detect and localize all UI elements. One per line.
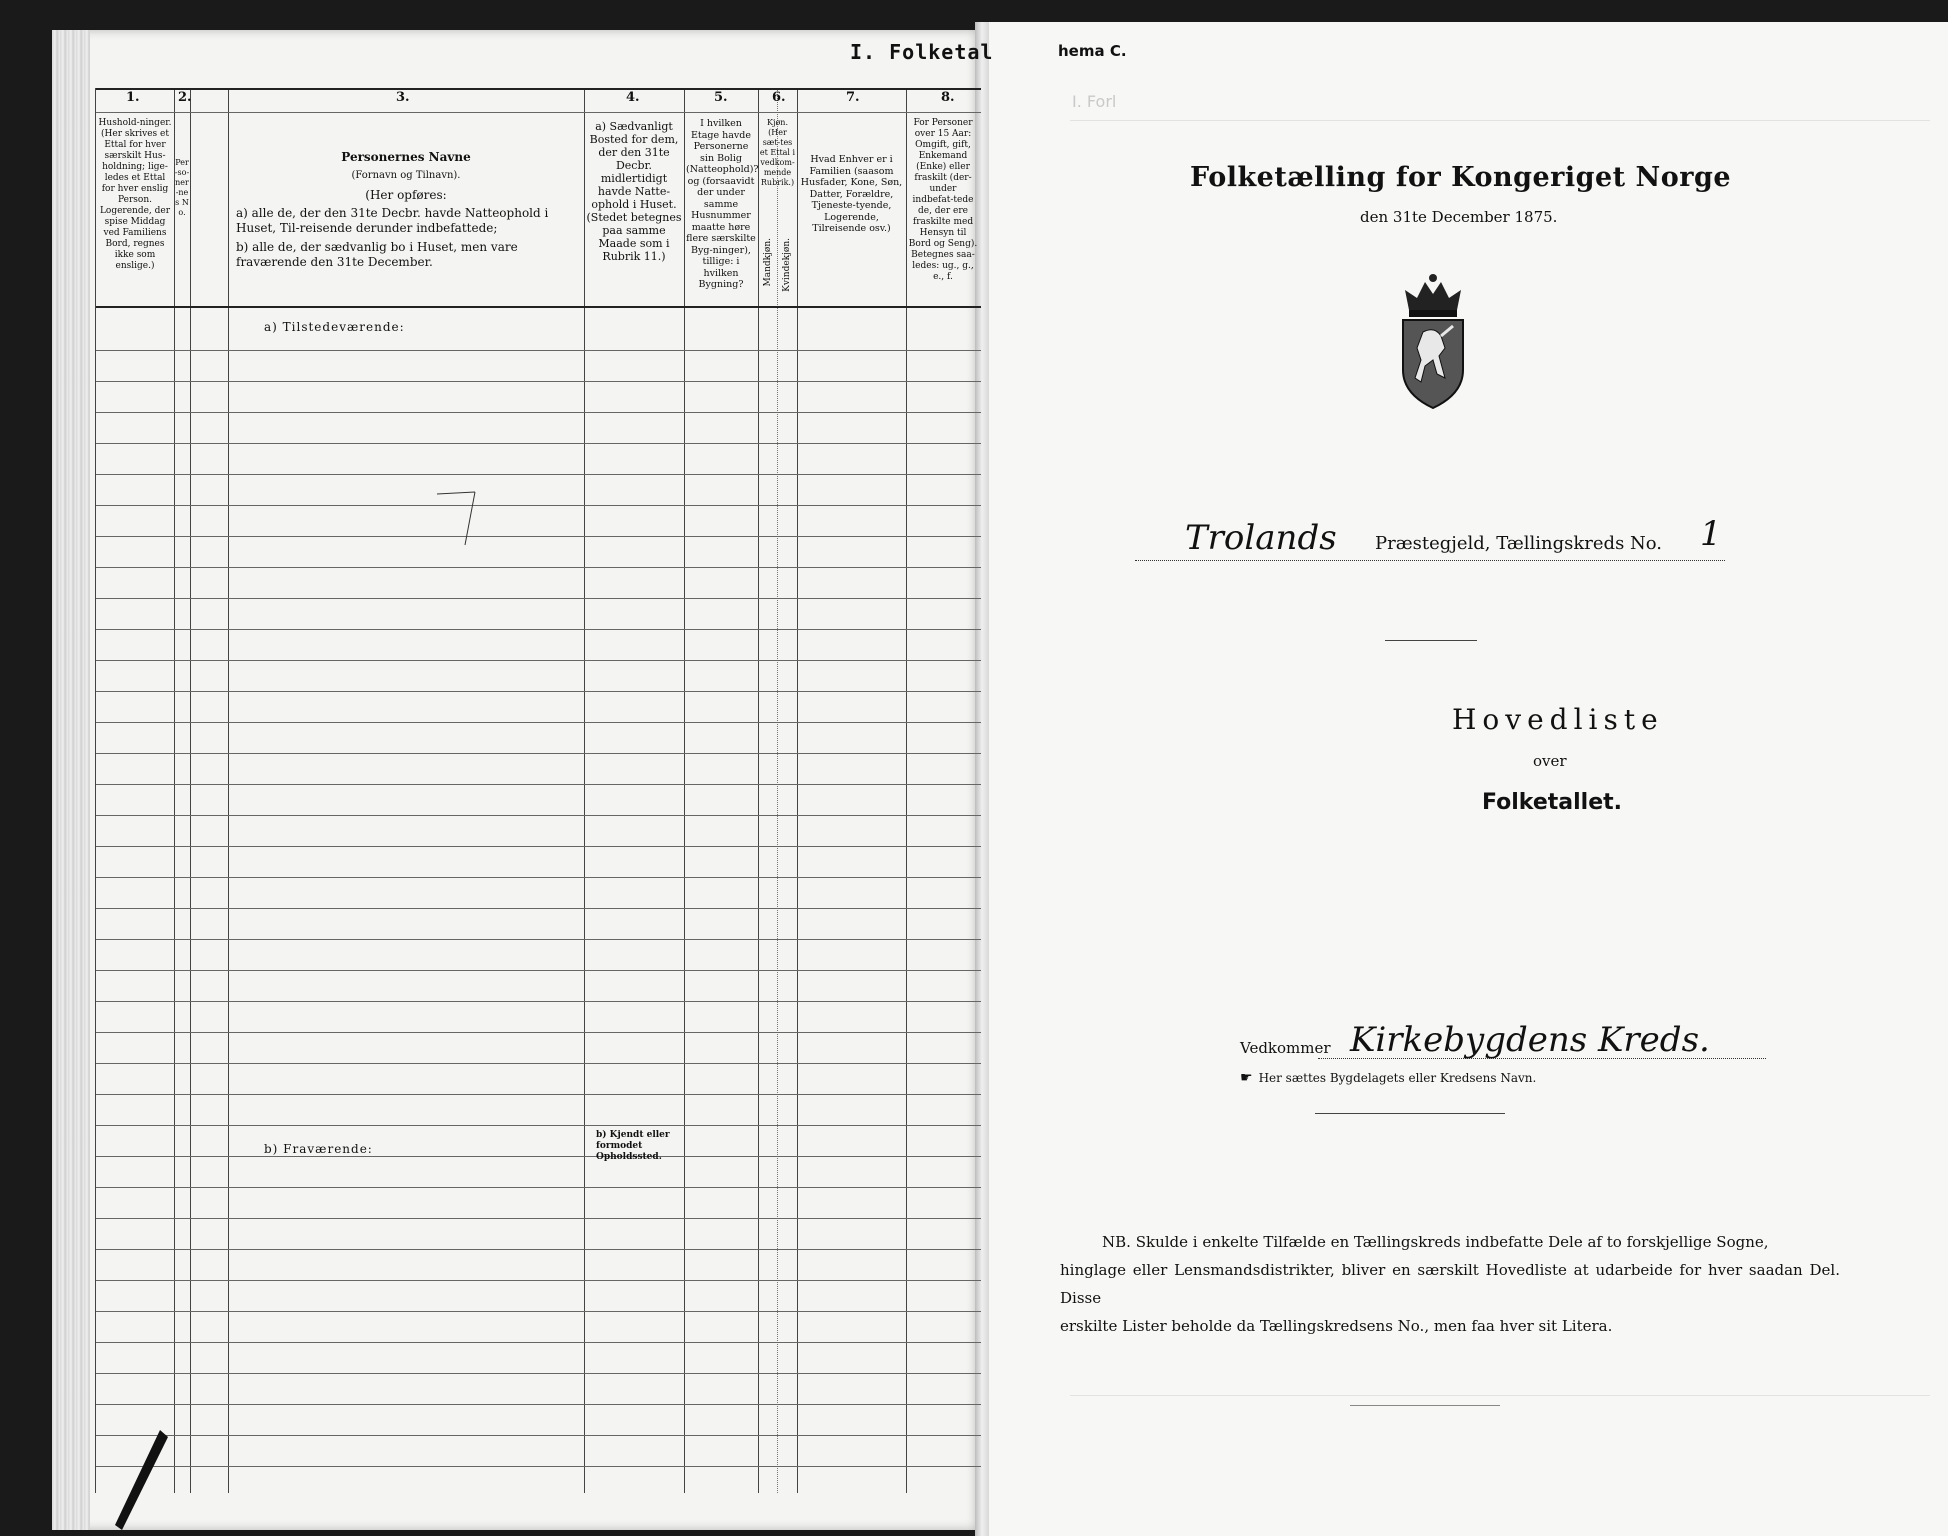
nb-line-2: hinglage eller Lensmandsdistrikter, bliver en særskilt Hovedliste at udarbeide for hver saadan Del. Disse — [1060, 1261, 1840, 1307]
column-number: 5. — [714, 90, 728, 105]
table-row-rule — [96, 753, 981, 754]
pen-icon — [110, 1425, 170, 1535]
table-row-rule — [96, 1094, 981, 1095]
column-header-floor: I hvilken Etage havde Personerne sin Bolig (Natteophold)? og (forsaavidt der under samme Husnummer maatte høre flere særskilte Byg-ninger), tillige: i hvilken Bygning? — [686, 118, 759, 290]
table-row-rule — [96, 1466, 981, 1467]
table-row-rule — [96, 1218, 981, 1219]
pointing-hand-icon: ☛ — [1240, 1070, 1253, 1086]
table-row-rule — [96, 629, 981, 630]
nb-note — [1060, 1228, 1840, 1340]
table-row-rule — [96, 1032, 981, 1033]
section-absent: b) Fraværende: — [264, 1142, 373, 1156]
table-row-rule — [96, 443, 981, 444]
table-row-rule — [96, 970, 981, 971]
census-date: den 31te December 1875. — [1360, 208, 1558, 226]
column-number: 3. — [396, 90, 410, 105]
column-header-person-no: Per-so-ner-nes No. — [174, 158, 190, 217]
column-header-sex: Kjøn. (Her sæt-tes et Ettal i vedkom-mende Rubrik.) — [759, 118, 796, 187]
column-divider — [174, 88, 175, 1493]
bleed-through-text: I. Forl — [1072, 92, 1117, 111]
bleed-through-line — [1070, 120, 1930, 121]
parish-name-handwritten: Trolands — [1185, 518, 1337, 558]
table-row-rule — [96, 1156, 981, 1157]
page-edge-stack — [52, 30, 90, 1530]
list-title-over: over — [1533, 752, 1567, 770]
column-header-names-intro: (Her opføres: — [365, 188, 447, 202]
divider-rule — [1385, 640, 1477, 641]
column-header-family-role: Hvad Enhver er i Familien (saasom Husfader, Kone, Søn, Datter, Forældre, Tjeneste-tyende, Logerende, Tilreisende osv.) — [800, 154, 903, 234]
table-row-rule — [96, 1063, 981, 1064]
column-divider — [584, 88, 585, 1493]
column-subheader-male: Mandkjøn. — [763, 238, 773, 287]
concerning-label: Vedkommer — [1240, 1039, 1331, 1057]
nb-line-3: erskilte Lister beholde da Tællingskredsens No., men faa hver sit Litera. — [1060, 1317, 1613, 1335]
column-divider — [684, 88, 685, 1493]
table-row-rule — [96, 412, 981, 413]
list-subject: Folketallet. — [1482, 790, 1622, 815]
nb-line-1 — [1060, 1228, 1840, 1256]
section-absent-note: b) Kjendt eller formodet Opholdssted. — [596, 1130, 670, 1162]
column-header-names-title: Personernes Navne — [341, 150, 471, 164]
column-divider — [228, 88, 229, 1493]
column-header-households: Hushold-ninger. (Her skrives et Ettal for hver særskilt Hus-holdning; lige-ledes et Ettal for hver enslig Person. Logerende, der spise Middag ved Familiens Bord, regnes ikke som enslige.) — [98, 118, 172, 271]
column-header-names-a: a) alle de, der den 31te Decbr. havde Natteophold i Huset, Til-reisende derunder indbefattede; — [236, 206, 549, 235]
table-row-rule — [96, 350, 981, 351]
column-divider — [906, 88, 907, 1493]
table-row-rule — [96, 1373, 981, 1374]
left-page-title-fragment: I. Folketal — [850, 40, 994, 64]
table-row-rule — [96, 1342, 981, 1343]
table-row-rule — [96, 1280, 981, 1281]
table-row-rule — [96, 784, 981, 785]
column-number: 8. — [941, 90, 955, 105]
document-title: Folketælling for Kongeriget Norge — [1190, 162, 1732, 193]
column-number: 7. — [846, 90, 860, 105]
section-present: a) Tilstedeværende: — [264, 320, 405, 334]
schema-label: hema C. — [1058, 42, 1127, 60]
table-row-rule — [96, 567, 981, 568]
column-divider — [777, 88, 778, 1493]
column-header-names-b: b) alle de, der sædvanlig bo i Huset, men vare fraværende den 31te December. — [236, 240, 518, 269]
table-row-rule — [96, 598, 981, 599]
coat-of-arms-icon — [1395, 270, 1471, 410]
column-header-usual-residence: a) Sædvanligt Bosted for dem, der den 31te Decbr. midlertidigt havde Natte-ophold i Huset. (Stedet betegnes paa samme Maade som i Rubrik 11.) — [586, 120, 682, 263]
nb-text-1: Skulde i enkelte Tilfælde en Tællingskreds indbefatte Dele af to forskjellige Sogne, — [1135, 1233, 1769, 1251]
table-row-rule — [96, 1311, 981, 1312]
list-title: Hovedliste — [1452, 703, 1664, 736]
header-bottom-rule — [96, 306, 981, 308]
table-row-rule — [96, 1404, 981, 1405]
column-divider — [758, 88, 759, 1493]
column-number: 6. — [772, 90, 786, 105]
header-rule — [96, 112, 981, 113]
divider-rule — [1315, 1113, 1505, 1114]
column-number: 2. — [178, 90, 192, 105]
census-table — [95, 88, 981, 1493]
table-row-rule — [96, 1125, 981, 1126]
table-row-rule — [96, 474, 981, 475]
district-number-handwritten: 1 — [1700, 514, 1722, 554]
table-row-rule — [96, 846, 981, 847]
pen-stroke-mark — [435, 490, 505, 550]
concerning-hint — [1240, 1070, 1536, 1086]
column-number: 4. — [626, 90, 640, 105]
bottom-rule — [1350, 1405, 1500, 1406]
column-header-marital-status: For Personer over 15 Aar: Omgift, gift, Enkemand (Enke) eller fraskilt (der-under indbefat-tede de, der ere fraskilte med Hensyn til Bord og Seng). Betegnes saa-ledes: ug., g., e., f. — [908, 118, 978, 282]
column-header-names-sub: (Fornavn og Tilnavn). — [351, 170, 461, 181]
column-divider — [190, 88, 191, 1493]
table-row-rule — [96, 722, 981, 723]
concerning-handwritten: Kirkebygdens Kreds. — [1350, 1020, 1710, 1060]
table-row-rule — [96, 505, 981, 506]
table-row-rule — [96, 536, 981, 537]
table-row-rule — [96, 908, 981, 909]
column-subheader-female: Kvindekjøn. — [782, 238, 792, 292]
table-row-rule — [96, 1187, 981, 1188]
table-row-rule — [96, 691, 981, 692]
table-row-rule — [96, 1249, 981, 1250]
parish-label: Præstegjeld, Tællingskreds No. — [1375, 533, 1663, 554]
nb-label: NB. — [1102, 1233, 1131, 1251]
bleed-through-line — [1070, 1395, 1930, 1396]
table-row-rule — [96, 1435, 981, 1436]
table-row-rule — [96, 1001, 981, 1002]
table-row-rule — [96, 877, 981, 878]
column-number: 1. — [126, 90, 140, 105]
column-divider — [797, 88, 798, 1493]
table-row-rule — [96, 381, 981, 382]
table-row-rule — [96, 939, 981, 940]
table-row-rule — [96, 815, 981, 816]
concerning-hint-text: Her sættes Bygdelagets eller Kredsens Navn. — [1258, 1071, 1537, 1085]
table-row-rule — [96, 660, 981, 661]
